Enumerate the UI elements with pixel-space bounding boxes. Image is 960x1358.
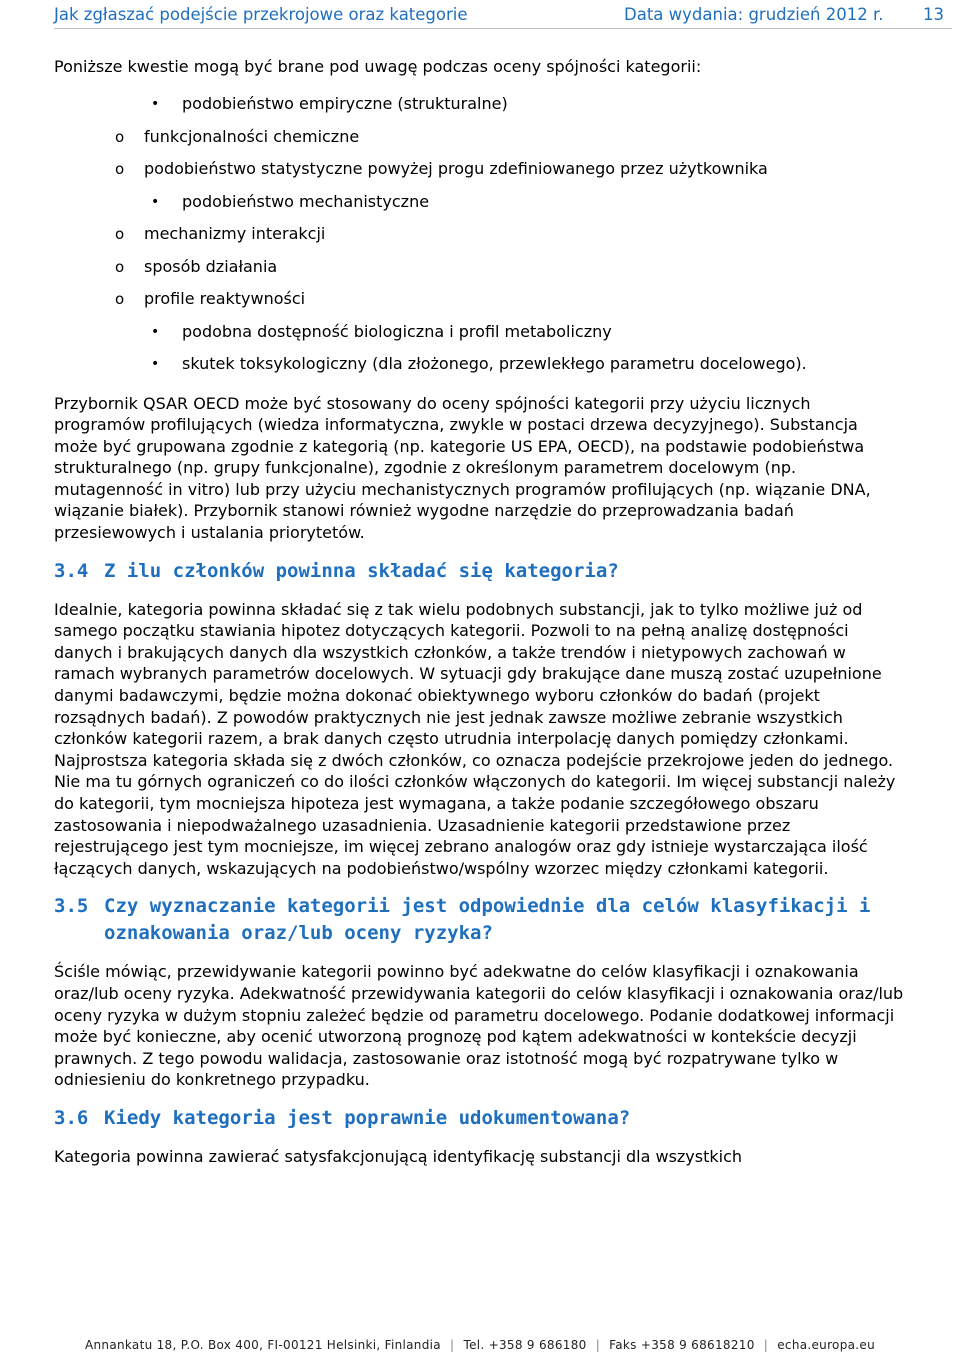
- footer-separator: |: [763, 1338, 769, 1352]
- list-item: [54, 218, 904, 251]
- circle-bullet-icon: o: [115, 257, 125, 276]
- bullet-icon: •: [151, 96, 160, 112]
- footer-fax: Faks +358 9 68618210: [609, 1338, 755, 1352]
- circle-bullet-icon: o: [115, 127, 125, 146]
- footer-address: Annankatu 18, P.O. Box 400, FI-00121 Helsinki, Finlandia: [85, 1338, 441, 1352]
- circle-bullet-icon: o: [115, 225, 125, 243]
- intro-text: Poniższe kwestie mogą być brane pod uwagę podczas oceny spójności kategorii:: [54, 57, 702, 76]
- list-item-text: skutek toksykologiczny (dla złożonego, przewlekłego parametru docelowego).: [182, 354, 807, 373]
- list-item-text: podobieństwo mechanistyczne: [182, 191, 430, 211]
- bullet-icon: •: [151, 193, 160, 210]
- list-item: [54, 88, 904, 121]
- circle-bullet-icon: o: [115, 290, 125, 308]
- list-item: [54, 153, 904, 186]
- section-title: Czy wyznaczanie kategorii jest odpowiednie dla celów klasyfikacji i oznakowania oraz/lub oceny ryzyka?: [104, 895, 871, 945]
- list-item: [54, 348, 904, 381]
- list-item-text: funkcjonalności chemiczne: [144, 126, 360, 146]
- section-heading-3-6: [54, 1105, 904, 1132]
- list-item-text: podobieństwo statystyczne powyżej progu zdefiniowanego przez użytkownika: [144, 159, 768, 178]
- page-number: 13: [923, 5, 944, 24]
- document-title: Jak zgłaszać podejście przekrojowe oraz kategorie: [54, 5, 468, 24]
- section-number: 3.4: [54, 559, 89, 582]
- bullet-icon: •: [151, 356, 160, 372]
- paragraph-documentation: Kategoria powinna zawierać satysfakcjonującą identyfikację substancji dla wszystkich: [54, 1146, 743, 1166]
- footer-separator: |: [595, 1338, 601, 1352]
- footer-website: echa.europa.eu: [777, 1338, 875, 1352]
- section-number: 3.6: [54, 1106, 89, 1129]
- list-item: [54, 186, 904, 219]
- paragraph-qsar-toolbox: Przybornik QSAR OECD może być stosowany do oceny spójności kategorii przy użyciu licznych programów profilujących (wiedza informatyczna, zwykle w postaci drzewa decyzyjnego). Substancja może być grupowana zgodnie z kategorią (np. kategorie US EPA, OECD), na podstawie podobieństwa strukturalnego (np. grupy funkcjonalne), zgodnie z określonym parametrem docelowym (np. mutagenność in vitro) lub przy użyciu mechanistycznych programów profilujących (np. wiązanie DNA, wiązanie białek). Przybornik stanowi również wygodne narzędzie do przeprowadzania badań przesiewowych i ustalania priorytetów.: [54, 393, 871, 543]
- footer-separator: |: [450, 1338, 455, 1352]
- section-title: Kiedy kategoria jest poprawnie udokumentowana?: [104, 1106, 631, 1129]
- paragraph-category-members: Idealnie, kategoria powinna składać się z tak wielu podobnych substancji, jak to tylko możliwe już od samego początku stawiania hipotez dotyczących kategorii. Pozwoli to na pełną analizę dostępności danych i brakujących danych dla wszystkich członków, a także trendów i nietypowych zachowań w ramach wybranych parametrów docelowych. W sytuacji gdy brakujące dane muszą zostać uzupełnione danymi badawczymi, będzie można dokonać obiektywnego wyboru członków do badań (projekt rozsądnych badań). Z powodów praktycznych nie jest jednak zawsze możliwe zebranie wszystkich członków kategorii razem, a brak danych często utrudnia interpolację danych pomiędzy członkami. Najprostsza kategoria składa się z dwóch członków, co oznacza podejście przekrojowe jeden do jednego. Nie ma tu górnych ograniczeń co do ilości członków włączonych do kategorii. Im więcej substancji należy do kategorii, tym mocniejsza hipoteza jest wymagana, a także podanie szczegółowego obszaru zastosowania i niepodważalnego uzasadnienia. Uzasadnienie kategorii przedstawione przez rejestrującego jest tym mocniejsze, im więcej zebrano analogów oraz gdy istnieje wystarczająca ilość łączących danych, wskazujących na podobieństwo/wspólny wzorzec między członkami kategorii.: [54, 599, 896, 878]
- list-item: [54, 316, 904, 349]
- circle-bullet-icon: o: [115, 160, 125, 178]
- page-footer: [0, 1338, 960, 1358]
- section-title: Z ilu członków powinna składać się kategoria?: [104, 559, 619, 582]
- list-item-text: podobna dostępność biologiczna i profil metaboliczny: [182, 321, 612, 341]
- section-heading-3-4: [54, 558, 904, 585]
- list-item: [54, 121, 904, 154]
- list-item: [54, 251, 904, 284]
- document-body: [54, 56, 904, 1182]
- bullet-icon: •: [151, 323, 160, 340]
- list-item-text: profile reaktywności: [144, 289, 306, 308]
- footer-phone: Tel. +358 9 686180: [463, 1338, 587, 1352]
- list-item-text: podobieństwo empiryczne (strukturalne): [182, 94, 508, 113]
- publication-date: Data wydania: grudzień 2012 r.: [624, 5, 884, 24]
- list-item-text: mechanizmy interakcji: [144, 224, 326, 243]
- list-item: [54, 283, 904, 316]
- section-number: 3.5: [54, 895, 89, 918]
- list-item-text: sposób działania: [144, 256, 278, 276]
- page-header: [54, 2, 952, 29]
- paragraph-classification: Ściśle mówiąc, przewidywanie kategorii powinno być adekwatne do celów klasyfikacji i oznakowania oraz/lub oceny ryzyka. Adekwatność przewidywania kategorii do celów klasyfikacji i oznakowania oraz/lub oceny ryzyka w dużym stopniu zależeć będzie od parametru docelowego. Podanie dodatkowej informacji może być konieczne, aby ocenić utworzoną prognozę pod kątem adekwatności w kontekście decyzji prawnych. Z tego powodu walidacja, zastosowanie oraz istotność mogą być rozpatrywane tylko w odniesieniu do konkretnego przypadku.: [54, 962, 904, 1090]
- section-heading-3-5: [54, 893, 904, 947]
- criteria-list: [54, 88, 904, 381]
